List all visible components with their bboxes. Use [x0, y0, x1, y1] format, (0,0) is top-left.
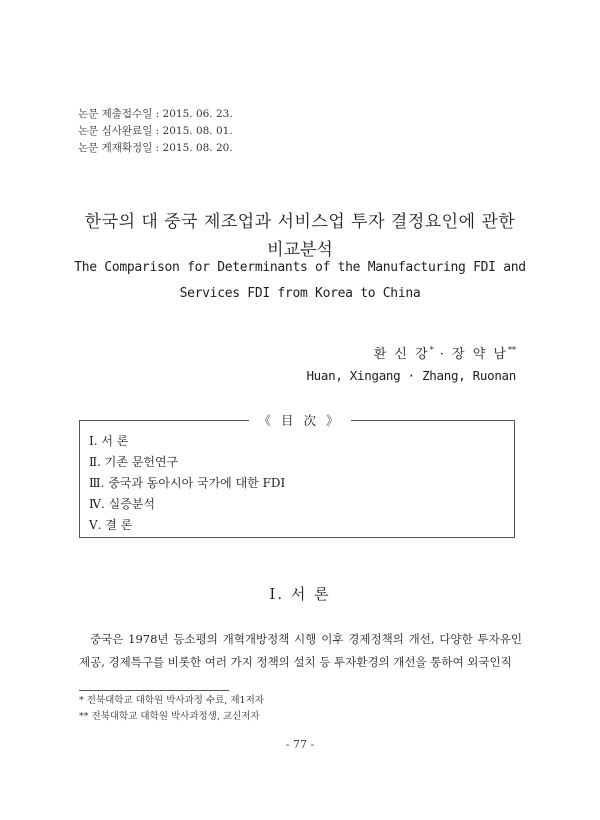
title-english-line1: The Comparison for Determinants of the Manufacturing FDI and	[74, 260, 526, 275]
toc-item-literature-review: Ⅱ. 기존 문헌연구	[89, 455, 179, 469]
authors-korean	[374, 343, 516, 362]
title-korean-line2: 비교분석	[267, 240, 333, 260]
date-submitted: 논문 제출접수일 : 2015. 06. 23.	[78, 108, 233, 120]
toc-item-introduction: Ⅰ. 서 론	[89, 434, 129, 448]
toc-item-conclusion: Ⅴ. 결 론	[89, 518, 133, 532]
toc-heading-text: 《 目 次 》	[249, 413, 352, 428]
author1-name: 환 신 강	[373, 347, 430, 362]
author2-footnote-mark: **	[508, 345, 516, 355]
toc-item-fdi-east-asia: Ⅲ. 중국과 동아시아 국가에 대한 FDI	[89, 476, 286, 490]
author-separator: ·	[433, 347, 453, 362]
toc-heading	[0, 410, 600, 429]
footnote-author2: ** 전북대학교 대학원 박사과정생, 교신저자	[79, 711, 260, 722]
toc-list	[89, 431, 285, 536]
body-paragraph: 중국은 1978년 등소평의 개혁개방정책 시행 이후 경제정책의 개선, 다양한 투자유인 제공, 경제특구를 비롯한 여러 가지 정책의 설치 등 투자환경의 개선을 통하여 외국인직	[79, 632, 522, 669]
section-heading: Ⅰ. 서 론	[269, 585, 331, 603]
author2-name: 장 약 남	[452, 347, 508, 362]
page-number: - 77 -	[285, 738, 315, 751]
title-english-line2: Services FDI from Korea to China	[179, 286, 421, 301]
author1-footnote-mark: *	[429, 345, 434, 355]
footnote-author1: * 전북대학교 대학원 박사과정 수료, 제1저자	[79, 695, 264, 706]
submission-dates	[78, 106, 233, 157]
toc-item-empirical-analysis: Ⅳ. 실증분석	[89, 497, 155, 511]
authors-english: Huan, Xingang · Zhang, Ruonan	[306, 368, 516, 383]
footnote-divider	[79, 690, 229, 691]
date-reviewed: 논문 심사완료일 : 2015. 08. 01.	[78, 125, 233, 137]
title-korean-line1: 한국의 대 중국 제조업과 서비스업 투자 결정요인에 관한	[84, 212, 516, 232]
date-confirmed: 논문 게재확정일 : 2015. 08. 20.	[78, 142, 233, 154]
footnotes	[79, 693, 264, 725]
